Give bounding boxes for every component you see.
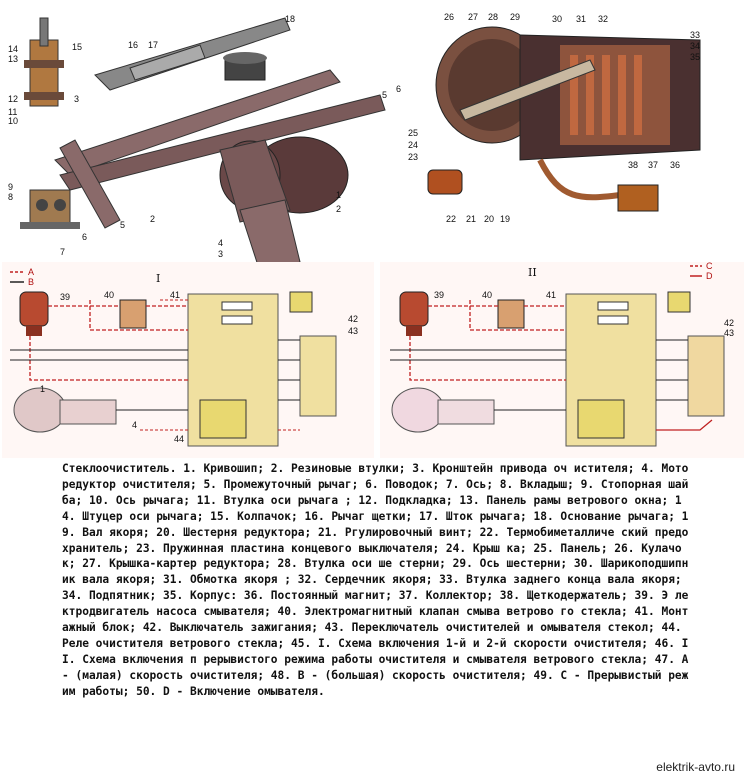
callout: 7: [60, 247, 66, 257]
callout: 2: [150, 214, 156, 224]
callout: 1: [336, 190, 342, 200]
callout: 41: [170, 290, 181, 300]
callout: 36: [670, 160, 681, 170]
callout: 44: [174, 434, 185, 444]
callout: 30: [552, 14, 563, 24]
callout: 43: [724, 328, 735, 338]
callout: 39: [434, 290, 445, 300]
legend-D: D: [706, 271, 713, 281]
wiper-linkage-assembly: [20, 18, 388, 278]
callout: 17: [148, 40, 159, 50]
callout: 39: [60, 292, 71, 302]
callout: 5: [120, 220, 126, 230]
callout: 14: [8, 44, 19, 54]
callout: 43: [348, 326, 359, 336]
callout: 27: [468, 12, 479, 22]
callout: 37: [648, 160, 659, 170]
callout: 2: [336, 204, 342, 214]
callout: 13: [8, 54, 19, 64]
callout: 40: [104, 290, 115, 300]
callout: 16: [128, 40, 139, 50]
schema-II-label: II: [528, 266, 537, 279]
site-watermark[interactable]: elektrik-avto.ru: [652, 760, 739, 774]
callout: 33: [690, 30, 701, 40]
callout: 25: [408, 128, 419, 138]
callout: 29: [510, 12, 521, 22]
callout: 24: [408, 140, 419, 150]
circuit-schema-II: [380, 261, 744, 458]
figure-caption: Стеклоочиститель. 1. Кривошип; 2. Резиновые втулки; 3. Кронштейн привода оч истителя; 4. Моторедуктор очистителя; 5. Промежуточный рычаг; 6. Поводок; 7. Ось; 8. Вкладыш; 9. Стопорная шайба; 10. Ось рычага; 11. Втулка оси рычага ; 12. Подкладка; 13. Панель рамы ветрового окна; 14. Штуцер оси рычага; 15. Колпачок; 16. Рычаг щетки; 17. Шток рычага; 18. Основание рычага; 19. Вал якоря; 20. Шестерня редуктора; 21. Ргулировочный винт; 22. Термобиметалличе ский предохранитель; 23. Пружинная пластина концевого выключателя; 24. Крыш ка; 25. Панель; 26. Кулачок; 27. Крышка-картер редуктора; 28. Втулка оси ше стерни; 29. Ось шестерни; 30. Шарикоподшипник вала якоря; 31. Обмотка якоря ; 32. Сердечник якоря; 33. Втулка заднего конца вала якоря; 34. Подпятник; 35. Корпус: 36. Постоянный магнит; 37. Коллектор; 38. Щеткодержатель; 39. Э лектродвигатель насоса смывателя; 40. Электромагнитный клапан смыва ветрово го стекла; 41. Монтажный блок; 42. Выключатель зажигания; 43. Переключатель очистителей и омывателя стекол; 44. Реле очистителя ветрового стекла; 45. I. Схема включения 1-й и 2-й скорости очистителя; 46. II. Схема включения п рерывистого режима работы очистителя и смывателя ветрового стекла; 47. А - (малая) скорость очистителя; 48. В - (большая) скорость очистителя; 49. С - Прерывистый режим работы; 50. D - Включение омывателя.: [62, 462, 696, 698]
callout: 3: [74, 94, 80, 104]
schema-I-label: I: [156, 272, 161, 285]
callout: 1: [40, 384, 46, 394]
callout: 4: [218, 238, 224, 248]
callout: 12: [8, 94, 19, 104]
motor-cutaway: [428, 27, 700, 211]
callout: 8: [8, 192, 14, 202]
callout: 5: [382, 90, 388, 100]
callout: 38: [628, 160, 639, 170]
callout: 41: [546, 290, 557, 300]
callout: 34: [690, 41, 701, 51]
callout: 3: [218, 249, 224, 259]
legend-B: B: [28, 277, 35, 287]
callout: 32: [598, 14, 609, 24]
callout: 35: [690, 52, 701, 62]
callout: 4: [132, 420, 138, 430]
callout: 15: [72, 42, 83, 52]
callout: 9: [8, 182, 14, 192]
legend-A: A: [28, 267, 35, 277]
legend-C: C: [706, 261, 713, 271]
callout: 28: [488, 12, 499, 22]
callout: 42: [724, 318, 735, 328]
callout: 42: [348, 314, 359, 324]
callout: 23: [408, 152, 419, 162]
callout: 22: [446, 214, 457, 224]
callout: 40: [482, 290, 493, 300]
callout: 19: [500, 214, 511, 224]
callout: 11: [8, 107, 18, 117]
callout: 18: [285, 14, 296, 24]
callout: 26: [444, 12, 455, 22]
callout: 10: [8, 116, 19, 126]
callout: 21: [466, 214, 477, 224]
callout: 31: [576, 14, 587, 24]
callout: 6: [82, 232, 88, 242]
callout: 20: [484, 214, 495, 224]
circuit-schema-I: [2, 262, 374, 458]
callout: 6: [396, 84, 402, 94]
